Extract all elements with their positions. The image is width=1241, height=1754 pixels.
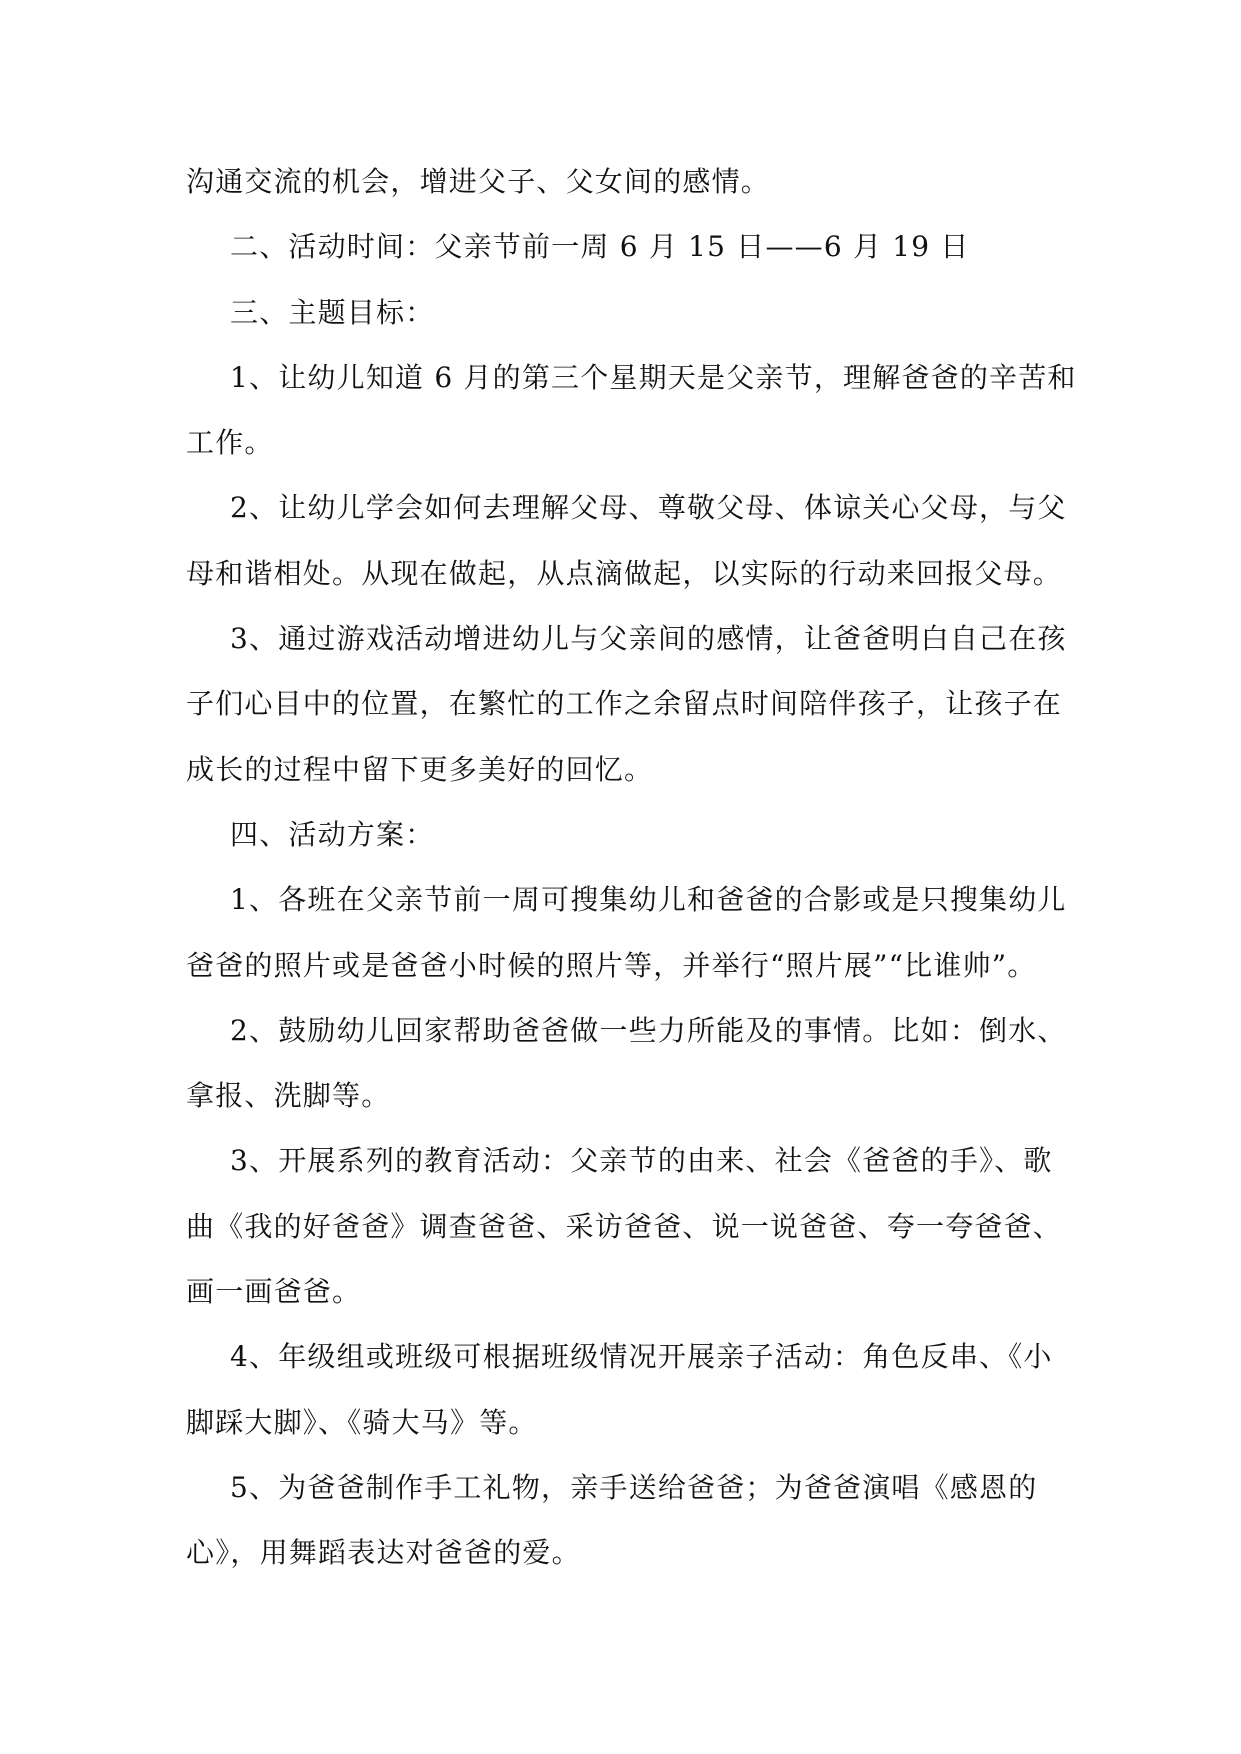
document-line: 心》，用舞蹈表达对爸爸的爱。 [186, 1536, 581, 1570]
document-line: 爸爸的照片或是爸爸小时候的照片等，并举行“照片展”“比谁帅”。 [186, 948, 1037, 982]
document-line: 四、活动方案： [230, 817, 435, 851]
document-line: 3、开展系列的教育活动：父亲节的由来、社会《爸爸的手》、歌 [230, 1144, 1053, 1178]
document-line: 二、活动时间：父亲节前一周 6 月 15 日——6 月 19 日 [230, 230, 970, 264]
document-line: 2、让幼儿学会如何去理解父母、尊敬父母、体谅关心父母，与父 [230, 491, 1067, 525]
document-line: 成长的过程中留下更多美好的回忆。 [186, 752, 654, 786]
document-line: 3、通过游戏活动增进幼儿与父亲间的感情，让爸爸明白自己在孩 [230, 622, 1067, 656]
document-line: 画一画爸爸。 [186, 1275, 362, 1309]
document-line: 2、鼓励幼儿回家帮助爸爸做一些力所能及的事情。比如：倒水、 [230, 1013, 1067, 1047]
document-line: 1、让幼儿知道 6 月的第三个星期天是父亲节，理解爸爸的辛苦和 [230, 360, 1077, 394]
document-line: 拿报、洗脚等。 [186, 1079, 391, 1113]
document-line: 工作。 [186, 426, 274, 460]
document-line: 三、主题目标： [230, 295, 435, 329]
document-line: 4、年级组或班级可根据班级情况开展亲子活动：角色反串、《小 [230, 1340, 1053, 1374]
document-body [186, 149, 1077, 1586]
document-line: 5、为爸爸制作手工礼物，亲手送给爸爸；为爸爸演唱《感恩的 [230, 1470, 1038, 1504]
document-line: 沟通交流的机会，增进父子、父女间的感情。 [186, 165, 771, 198]
document-line: 子们心目中的位置，在繁忙的工作之余留点时间陪伴孩子，让孩子在 [186, 687, 1063, 721]
document-line: 1、各班在父亲节前一周可搜集幼儿和爸爸的合影或是只搜集幼儿 [230, 883, 1067, 917]
document-line: 脚踩大脚》、《骑大马》等。 [186, 1405, 538, 1439]
document-line: 曲《我的好爸爸》调查爸爸、采访爸爸、说一说爸爸、夸一夸爸爸、 [186, 1209, 1063, 1243]
document-line: 母和谐相处。从现在做起，从点滴做起，以实际的行动来回报父母。 [186, 556, 1063, 590]
